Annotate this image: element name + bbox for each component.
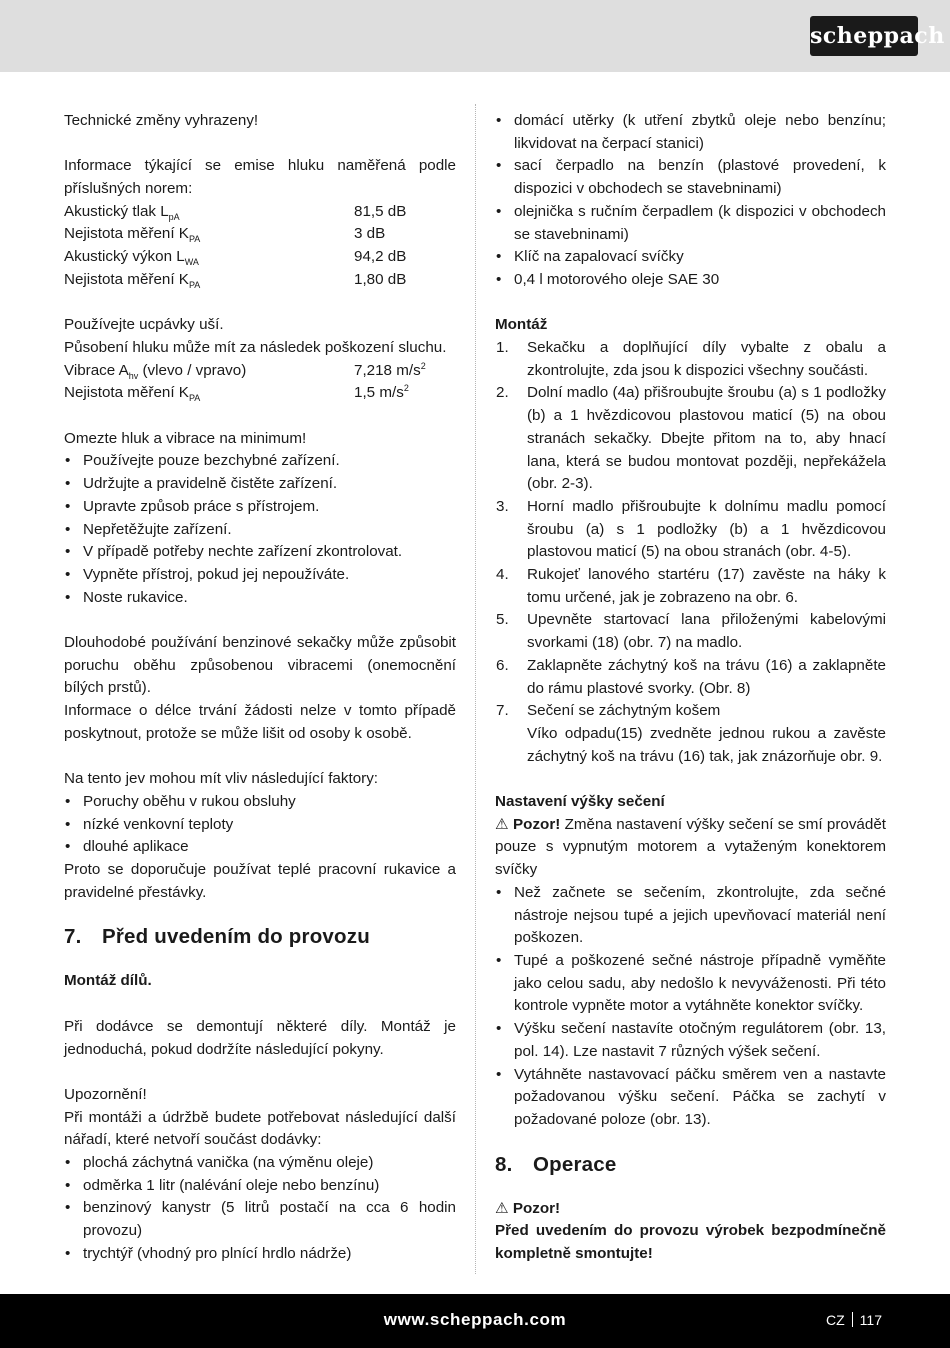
section-title: Operace <box>533 1152 617 1176</box>
vibration-value: 7,218 m/s <box>354 361 421 379</box>
tools-intro: Při montáži a údržbě budete potřebovat následující další nářadí, které netvoří součást dodávky: <box>64 1108 456 1149</box>
vibration-uncertainty-superscript: 2 <box>403 383 409 394</box>
gloves-recommendation: Proto se doporučuje používat teplé pracovní rukavice a pravidelné přestávky. <box>64 861 456 901</box>
caution-label: ⚠ Pozor! <box>495 815 561 833</box>
list-item: • Nepřetěžujte zařízení. <box>64 519 456 542</box>
noise-value: 81,5 dB <box>354 202 407 220</box>
vibration-uncertainty-subscript: PA <box>188 393 201 404</box>
noise-row-uncertainty-2 <box>64 269 456 292</box>
vibration-label: Vibrace A <box>64 361 129 379</box>
noise-label: Nejistota měření K <box>64 270 189 288</box>
step-text-continued: Víko odpadu(15) zvedněte jednou rukou a zavěste záchytný koš na trávu (16) tak, jak znázorňuje obr. 9. <box>527 724 886 765</box>
noise-label: Nejistota měření K <box>64 225 189 243</box>
page-number <box>826 1310 882 1330</box>
vibration-uncertainty-value: 1,5 m/s <box>354 384 404 402</box>
section-title: Před uvedením do provozu <box>102 925 370 949</box>
caution-label-2: ⚠ Pozor! <box>495 1199 561 1217</box>
list-item: • Tupé a poškozené sečné nástroje případně vyměňte jako celou sadu, aby nedošlo k nevyváženosti. Při této kontrole vypněte motor a vytáhněte konektor svíčky. <box>495 950 886 1018</box>
column-divider <box>475 104 476 1274</box>
step-number: 6. <box>496 656 509 674</box>
hearing-damage-note: Působení hluku může mít za následek poškození sluchu. <box>64 338 447 356</box>
step-number: 5. <box>496 611 509 629</box>
vibration-superscript: 2 <box>420 360 426 371</box>
list-item: • V případě potřeby nechte zařízení zkontrolovat. <box>64 541 456 564</box>
vibration-subscript: hv <box>128 370 139 381</box>
tools-list-continued <box>495 110 886 292</box>
list-item: • Vytáhněte nastavovací páčku směrem ven a nastavte požadovanou výšku sečení. Páčka se zachytí v požadované poloze (obr. 13). <box>495 1064 886 1132</box>
step-text: Upevněte startovací lana přiloženými kabelovými svorkami (18) (obr. 7) na madlo. <box>527 611 886 652</box>
list-item <box>495 564 886 609</box>
list-item: • dlouhé aplikace <box>64 836 456 859</box>
step-number: 4. <box>496 566 509 584</box>
list-item: • Udržujte a pravidelně čistěte zařízení. <box>64 473 456 496</box>
noise-label: Akustický výkon L <box>64 248 185 266</box>
noise-subscript: pA <box>168 211 180 222</box>
list-item: • Poruchy oběhu v rukou obsluhy <box>64 791 456 814</box>
noise-row-sound-pressure <box>64 201 456 224</box>
scheppach-logo: scheppach <box>810 16 918 56</box>
noise-row-uncertainty <box>64 223 456 246</box>
section-number: 8. <box>495 1152 513 1176</box>
list-item: • Klíč na zapalovací svíčky <box>495 246 886 269</box>
list-item <box>495 496 886 564</box>
list-item: • Upravte způsob práce s přístrojem. <box>64 496 456 519</box>
page-footer <box>0 1294 950 1348</box>
list-item: • domácí utěrky (k utření zbytků oleje nebo benzínu; likvidovat na čerpací stanici) <box>495 110 886 155</box>
list-item <box>495 609 886 654</box>
factors-list <box>64 791 456 859</box>
step-text: Horní madlo přišroubujte k dolnímu madlu pomocí šroubu (a) s 1 podložky (b) a 1 hvězdicovou plastovou maticí (5) na obou stranách (obr. 4-5). <box>527 497 886 561</box>
list-item: • Než začnete se sečením, zkontrolujte, zda sečné nástroje nejsou tupé a jejich upevňovací materiál není poškozen. <box>495 882 886 950</box>
noise-value: 94,2 dB <box>354 248 407 266</box>
step-text: Zaklapněte záchytný koš na trávu (16) a zaklapněte do rámu plastové svorky. (Obr. 8) <box>527 656 886 697</box>
list-item: • plochá záchytná vanička (na výměnu oleje) <box>64 1152 456 1175</box>
assembly-parts-title: Montáž dílů. <box>64 972 152 990</box>
separator-bar <box>852 1312 853 1327</box>
cutting-height-list <box>495 882 886 1132</box>
list-item: • Používejte pouze bezchybné zařízení. <box>64 450 456 473</box>
list-item <box>495 337 886 382</box>
noise-subscript: WA <box>184 257 199 268</box>
noise-value: 3 dB <box>354 225 386 243</box>
step-number: 1. <box>496 339 509 357</box>
step-text: Sečení se záchytným košem <box>527 702 721 720</box>
noise-intro: Informace týkající se emise hluku naměřená podle příslušných norem: <box>64 157 456 198</box>
list-item <box>495 700 886 768</box>
page-number-value: 117 <box>859 1312 882 1328</box>
list-item: • olejnička s ručním čerpadlem (k dispozici v obchodech se stavebninami) <box>495 201 886 246</box>
final-assembly-warning: Před uvedením do provozu výrobek bezpodmínečně kompletně smontujte! <box>495 1222 886 1263</box>
list-item <box>495 655 886 700</box>
page-header <box>0 0 950 72</box>
assembly-paragraph: Při dodávce se demontují některé díly. Montáž je jednoduchá, pokud dodržíte následující pokyny. <box>64 1017 456 1058</box>
assembly-steps <box>495 337 886 768</box>
list-item: • nízké venkovní teploty <box>64 814 456 837</box>
minimize-note: Omezte hluk a vibrace na minimum! <box>64 429 307 447</box>
website-url: www.scheppach.com <box>383 1310 567 1329</box>
step-number: 3. <box>496 497 509 515</box>
factors-intro: Na tento jev mohou mít vliv následující faktory: <box>64 770 379 788</box>
step-text: Rukojeť lanového startéru (17) zavěste na háky k tomu určené, jak je zobrazeno na obr. 6. <box>527 566 886 606</box>
list-item: • odměrka 1 litr (nalévání oleje nebo benzínu) <box>64 1175 456 1198</box>
cutting-height-title: Nastavení výšky sečení <box>495 793 665 811</box>
noise-tips-list <box>64 450 456 609</box>
cutting-height-warning <box>495 814 886 882</box>
noise-row-sound-power <box>64 246 456 269</box>
vibration-row <box>64 360 456 383</box>
vibration-uncertainty-label: Nejistota měření K <box>64 384 189 402</box>
list-item: • trychtýř (vhodný pro plnící hrdlo nádrže) <box>64 1243 456 1266</box>
caution-text: Změna nastavení výšky sečení se smí provádět pouze s vypnutým motorem a vytaženým konektorem svíčky <box>495 815 886 879</box>
assembly-title: Montáž <box>495 316 548 334</box>
notice-label: Upozornění! <box>64 1085 147 1103</box>
list-item: • 0,4 l motorového oleje SAE 30 <box>495 269 886 292</box>
noise-label: Akustický tlak L <box>64 202 169 220</box>
step-number: 7. <box>496 702 509 720</box>
step-text: Dolní madlo (4a) přišroubujte šroubu (a) s 1 podložky (b) a 1 hvězdicovou plastovou maticí (5) na obou stranách sekačky. Dbejte přitom na to, aby hnací lana, která se budou montovat později, nepřekážela (obr. 2-3). <box>527 384 886 493</box>
duration-paragraph: Informace o délce trvání žádosti nelze v tomto případě poskytnout, protože se může lišit od osoby k osobě. <box>64 702 456 742</box>
noise-subscript: PA <box>188 234 201 245</box>
tools-list <box>64 1152 456 1266</box>
list-item: • benzinový kanystr (5 litrů postačí na cca 6 hodin provozu) <box>64 1197 456 1242</box>
left-column <box>64 110 456 1266</box>
list-item <box>495 382 886 496</box>
section-8-heading <box>495 1142 886 1187</box>
noise-value: 1,80 dB <box>354 270 407 288</box>
step-number: 2. <box>496 384 509 402</box>
longterm-use-paragraph: Dlouhodobé používání benzinové sekačky může způsobit poruchu oběhu způsobenou vibracemi (onemocnění bílých prstů). <box>64 634 456 697</box>
step-text: Sekačku a doplňující díly vybalte z obalu a zkontrolujte, zda jsou k dispozici všechny součásti. <box>527 339 886 379</box>
list-item: • Výšku sečení nastavíte otočným regulátorem (obr. 13, pol. 14). Lze nastavit 7 různých výšek sečení. <box>495 1018 886 1063</box>
section-7-heading <box>64 914 456 959</box>
noise-subscript: PA <box>188 279 201 290</box>
list-item: • sací čerpadlo na benzín (plastové provedení, k dispozici v obchodech se stavebninami) <box>495 155 886 200</box>
section-number: 7. <box>64 925 82 949</box>
vibration-uncertainty-row <box>64 382 456 405</box>
language-code: CZ <box>826 1312 845 1328</box>
list-item: • Vypněte přístroj, pokud jej nepoužíváte. <box>64 564 456 587</box>
vibration-label-rest: (vlevo / vpravo) <box>138 361 247 379</box>
ear-protection-note: Používejte ucpávky uší. <box>64 316 224 334</box>
list-item: • Noste rukavice. <box>64 587 456 610</box>
technical-changes-note: Technické změny vyhrazeny! <box>64 112 259 129</box>
right-column <box>495 110 886 1266</box>
